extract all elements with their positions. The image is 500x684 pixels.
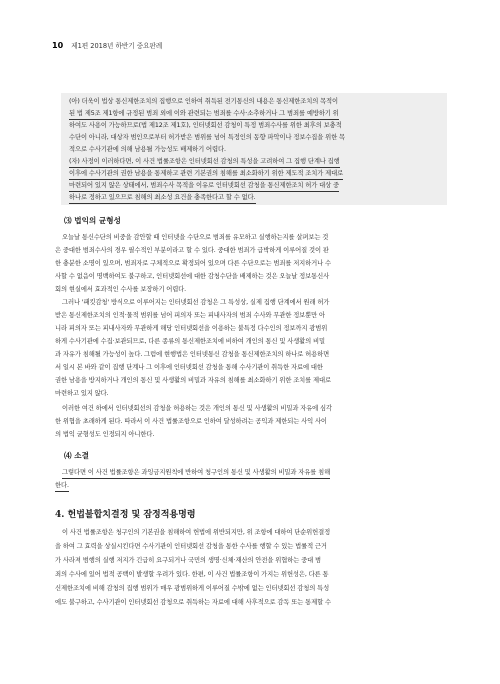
subheading-balance: ⑶ 법익의 균형성 — [64, 216, 121, 225]
body-line: 가 사라져 범행의 실행 저지가 긴급히 요구되거나 국민의 생명·신체·재산의 안전을 위협하는 중대 범 — [55, 557, 321, 564]
box-line: 수단이 아니라, 대상자 범인으로부터 허가받은 범위를 넘어 특정인의 동향 파악이나 정보수집을 위한 목 — [69, 134, 345, 141]
section-heading: 4. 헌법불합치결정 및 잠정적용명령 — [55, 510, 196, 520]
box-line: 하나로 정하고 있으므로 침해의 최소성 요건을 충족한다고 할 수 없다. — [69, 193, 256, 204]
body-line: 그러나 '패킷감청' 방식으로 이루어지는 인터넷회선 감청은 그 특성상, 실제 집행 단계에서 원래 허가 — [62, 299, 330, 306]
box-line: 이후에 수사기관의 권한 남용을 통제하고 관련 기본권의 침해를 최소화하기 위한 제도적 조치가 제대로 — [69, 169, 343, 180]
body-line: 은 중대한 범죄수사의 경우 필수적인 부분이라고 할 수 있다. 중대한 범죄가 급박하게 이루어질 것이 판 — [55, 247, 329, 254]
body-line: 권한 남용을 방지하거나 개인의 통신 및 사생활의 비밀과 자유의 침해를 최소화하기 위한 조치를 제대로 — [55, 377, 331, 384]
box-line: 마련되어 있지 않은 상태에서, 범죄수사 목적을 이유로 인터넷회선 감청을 통신제한조치 허가 대상 중 — [69, 181, 339, 192]
box-line: 하여도 사용이 가능하므로(법 제12조 제1호), 인터넷회선 감청이 특정 범죄수사를 위한 최후의 보충적 — [69, 122, 342, 129]
body-line: 의 법익 균형성도 인정되지 아니한다. — [55, 431, 155, 438]
subheading-conclusion: ⑷ 소결 — [64, 451, 89, 460]
body-line: 죄의 수사에 있어 법적 공백이 발생할 우려가 있다. 한편, 이 사건 법률조항이 가지는 위헌성은, 다른 통 — [55, 571, 329, 578]
running-title: 제1편 2018년 하반기 중요판례 — [71, 42, 163, 50]
body-line: 이러한 여건 하에서 인터넷회선의 감청을 허용하는 것은 개인의 통신 및 사생활의 비밀과 자유에 심각 — [62, 405, 333, 412]
box-line: (아) 더욱이 법상 통신제한조치의 집행으로 인하여 취득된 전기통신의 내용은 통신제한조치의 목적이 — [69, 98, 339, 105]
page-number: 10 — [52, 41, 64, 50]
body-line: 받은 통신제한조치의 인적·물적 범위를 넘어 피의자 또는 피내사자의 범죄 수사와 무관한 정보뿐만 아 — [55, 312, 326, 319]
box-line: 된 법 제5조 제1항에 규정된 범죄 외에 이와 관련되는 범죄를 수사·소추하거나 그 범죄를 예방하기 위 — [69, 109, 339, 120]
body-line: 이 사건 법률조항은 청구인의 기본권을 침해하여 헌법에 위반되지만, 위 조항에 대하여 단순위헌결정 — [62, 529, 331, 536]
body-line: 한 충분한 소명이 있으며, 범죄자로 구체적으로 확정되어 있으며 다른 수단으로는 범죄를 저지하거나 수 — [55, 260, 331, 267]
body-line: 과 자유가 침해될 가능성이 높다. 그럼에 현행법은 인터넷통신 감청을 통신제한조치의 하나로 허용하면 — [55, 351, 330, 358]
box-line: 적으로 수사기관에 의해 남용될 가능성도 배제하기 어렵다. — [69, 146, 226, 153]
box-line: (자) 사정이 이러하다면, 이 사건 법률조항은 인터넷회선 감청의 특성을 고려하여 그 집행 단계나 집행 — [69, 157, 340, 168]
running-header — [52, 40, 162, 50]
body-line: 한 위협을 초래하게 된다. 따라서 이 사건 법률조항으로 인하여 달성하려는 공익과 제한되는 사익 사이 — [55, 418, 327, 425]
body-line: 니라 피의자 또는 피내사자와 무관하게 해당 인터넷회선을 이용하는 불특정 다수인의 정보까지 광범위 — [55, 325, 328, 332]
body-line: 오늘날 통신수단의 비중을 감안할 때 인터넷을 수단으로 범죄를 유모하고 실행하는지를 살펴보는 것 — [62, 234, 329, 241]
body-line: 을 하여 그 효력을 상실시킨다면 수사기관이 인터넷회선 감청을 통한 수사를 행할 수 있는 법률적 근거 — [55, 543, 327, 550]
body-line: 한다. — [55, 481, 69, 492]
body-line: 서 일시 본 바와 같이 집행 단계나 그 이후에 인터넷회선 감청을 통해 수사기관이 취득한 자료에 대한 — [55, 364, 323, 371]
body-line: 에도 불구하고, 수사기관이 인터넷회선 감청으로 취득하는 자료에 대해 사후적으로 감독 또는 통제할 수 — [55, 599, 331, 606]
body-line: 하게 수사기관에 수집·보관되므로, 다른 종류의 통신제한조치에 비하여 개인의 통신 및 사생활의 비밀 — [55, 338, 326, 345]
body-line: 사할 수 없음이 명백하여도 불구하고, 인터넷회선에 대한 감청수단을 배제하는 것은 오늘날 정보통신사 — [55, 273, 330, 280]
body-line: 회의 현실에서 효과적인 수사를 보장하기 어렵다. — [55, 286, 187, 293]
body-line: 마련하고 있지 않다. — [55, 390, 109, 397]
body-line: 그렇다면 이 사건 법률조항은 과잉금지원칙에 반하여 청구인의 통신 및 사생활의 비밀과 자유를 침해 — [62, 468, 330, 479]
body-line: 신제한조치에 비해 감청의 집행 범위가 매우 광범위하게 이루어질 수밖에 없는 인터넷회선 감청의 특성 — [55, 585, 330, 592]
